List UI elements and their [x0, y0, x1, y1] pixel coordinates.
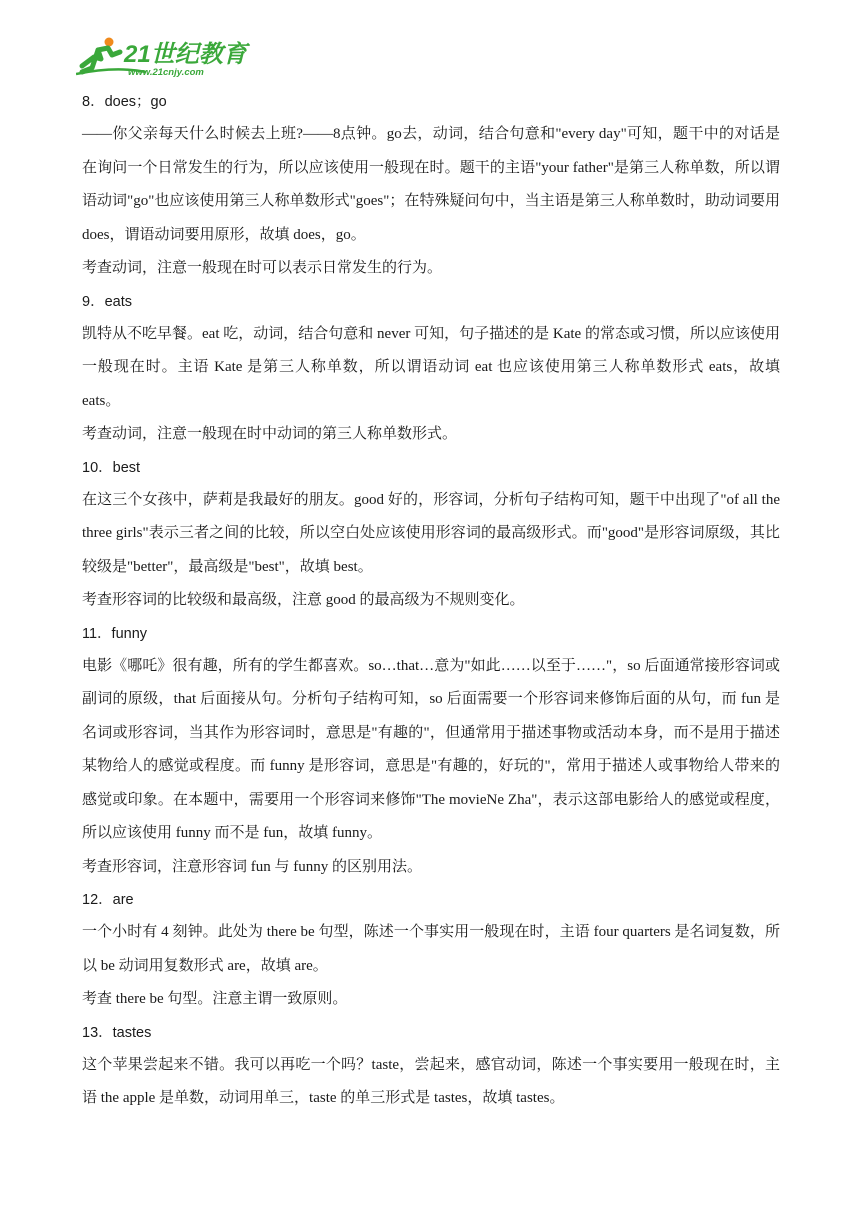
answer-item — [82, 458, 780, 618]
question-number: 10．best — [82, 459, 141, 476]
explanation: 凯特从不吃早餐。eat 吃，动词，结合句意和 never 可知，句子描述的是 Kate 的常态或习惯，所以应该使用一般现在时。主语 Kate 是第三人称单数，所以谓语动词 eat 也应该使用第三人称单数形式 eats，故填 eats。 — [82, 325, 780, 409]
question-number: 13．tastes — [82, 1024, 152, 1041]
explanation: ——你父亲每天什么时候去上班?——8点钟。go去，动词，结合句意和"every day"可知，题干中的对话是在询问一个日常发生的行为，所以应该使用一般现在时。题干的主语"your father"是第三人称单数，所以谓语动词"go"也应该使用第三人称单数形式"goes"；在特殊疑问句中，当主语是第三人称单数时，助动词要用 does，谓语动词要用原形，故填 does，go。 — [82, 126, 780, 243]
key-point: 考查形容词的比较级和最高级，注意 good 的最高级为不规则变化。 — [82, 592, 525, 608]
key-point: 考查动词，注意一般现在时可以表示日常发生的行为。 — [82, 260, 443, 276]
answer-item — [82, 292, 780, 452]
key-point: 考查形容词，注意形容词 fun 与 funny 的区别用法。 — [82, 858, 422, 875]
logo-url: www.21cnjy.com — [128, 67, 204, 78]
answer-explanations — [82, 86, 780, 1116]
question-number: 11．funny — [82, 625, 148, 642]
answer-item — [82, 624, 780, 885]
logo-text: 21世纪教育 — [124, 41, 247, 68]
key-point: 考查动词，注意一般现在时中动词的第三人称单数形式。 — [82, 426, 458, 442]
explanation: 电影《哪吒》很有趣，所有的学生都喜欢。so…that…意为"如此……以至于……"，so 后面通常接形容词或副词的原级，that 后面接从句。分析句子结构可知，so 后面需要一个形容词来修饰后面的从句，而 fun 是名词或形容词，当其作为形容词时，意思是"有趣的"，但通常用于描述事物或活动本身，而不是用于描述某物给人的感觉或程度。而 funny 是形容词，意思是"有趣的，好玩的"，常用于描述人或事物给人带来的感觉或印象。在本题中，需要用一个形容词来修饰"The movieNe Zha"，表示这部电影给人的感觉或程度，所以应该使用 funny 而不是 fun，故填 funny。 — [82, 657, 780, 841]
site-logo — [76, 32, 251, 80]
answer-item — [82, 1023, 780, 1116]
explanation: 在这三个女孩中，萨莉是我最好的朋友。good 好的，形容词，分析句子结构可知，题干中出现了"of all the three girls"表示三者之间的比较，所以空白处应该使用形容词的最高级形式。而"good"是形容词原级，其比较级是"better"，最高级是"best"，故填 best。 — [82, 491, 780, 575]
answer-item — [82, 890, 780, 1017]
runner-logo-icon — [76, 32, 251, 80]
explanation: 一个小时有 4 刻钟。此处为 there be 句型，陈述一个事实用一般现在时，主语 four quarters 是名词复数，所以 be 动词用复数形式 are，故填 are。 — [82, 924, 780, 974]
question-number: 9．eats — [82, 293, 132, 310]
answer-item — [82, 92, 780, 286]
question-number: 12．are — [82, 892, 134, 908]
question-number: 8．does；go — [82, 94, 167, 110]
explanation: 这个苹果尝起来不错。我可以再吃一个吗？taste，尝起来，感官动词，陈述一个事实要用一般现在时，主语 the apple 是单数，动词用单三，taste 的单三形式是 tastes，故填 tastes。 — [82, 1056, 780, 1106]
key-point: 考查 there be 句型。注意主谓一致原则。 — [82, 991, 348, 1007]
